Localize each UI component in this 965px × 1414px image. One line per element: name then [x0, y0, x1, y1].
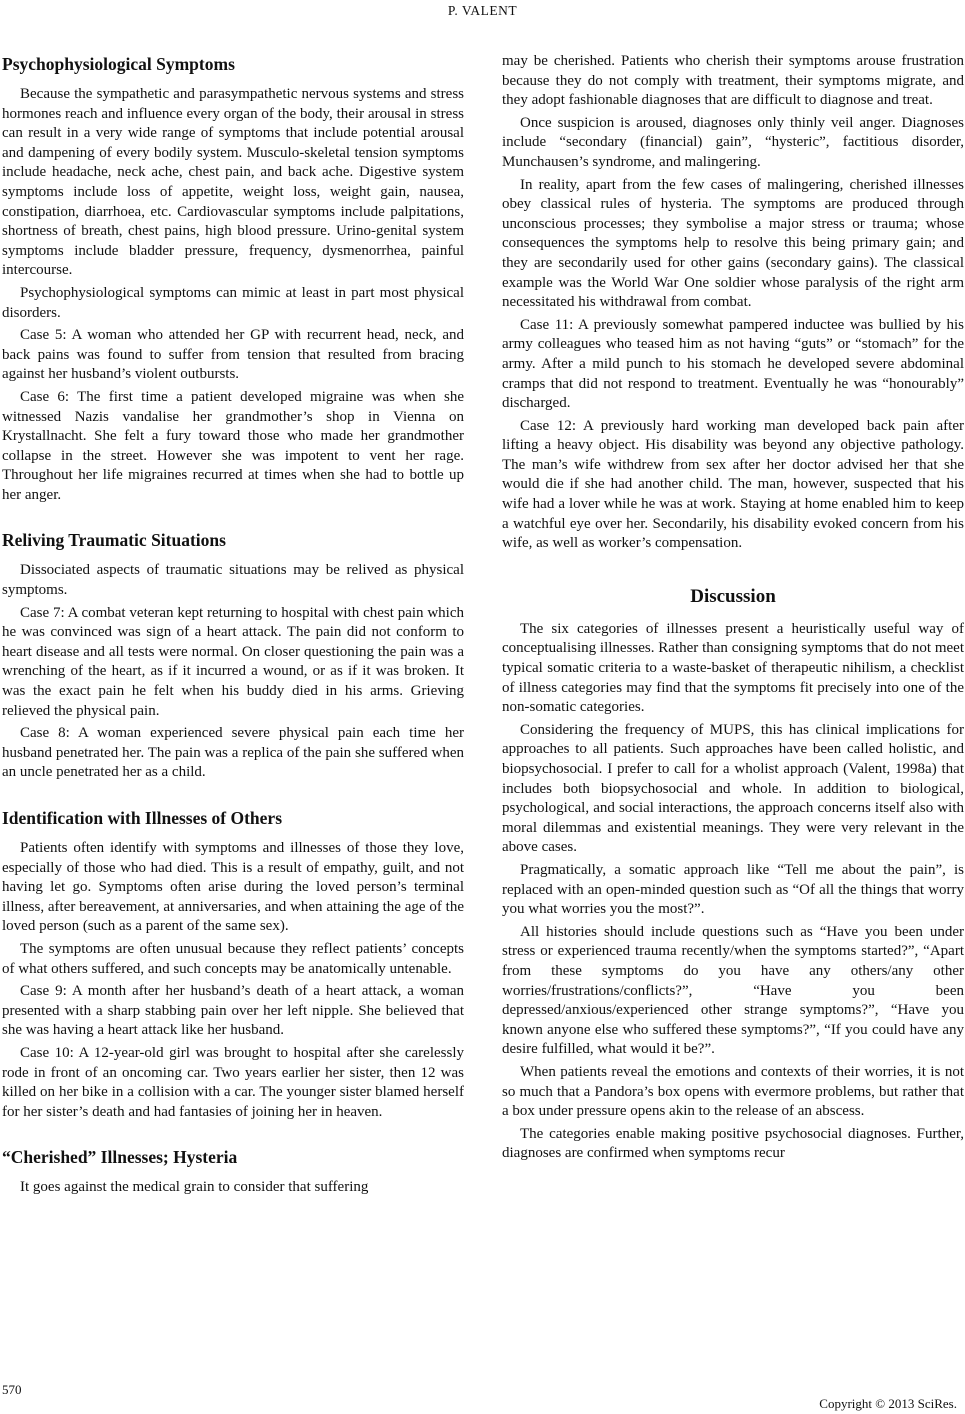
paragraph: Dissociated aspects of traumatic situations may be relived as physical symptoms.	[2, 562, 464, 599]
paragraph: Because the sympathetic and parasympathetic nervous systems and stress hormones reach and influence every organ of the body, their arousal in stress can result in a very wide range of symptoms that include potential arousal and dampening of every bodily system. Musculo-skeletal tension symptoms include headache, neck ache, chest pain, and back ache. Digestive system symptoms include loss of appetite, weight loss, weight gain, nausea, constipation, diarrhoea, etc. Cardiovascular symptoms include palpitations, shortness of breath, chest pains, high blood pressure. Urino-genital system symptoms include bladder pressure, frequency, dysmenorrhea, painful intercourse.	[2, 86, 464, 279]
paragraph: Considering the frequency of MUPS, this has clinical implications for approaches to all patients. Such approaches have been called holistic, and biopsychosocial. I prefer to call for a wholist approach (Valent, 1998a) that includes both biopsychosocial and whole. In addition to biological, psychological, and social interactions, the approach concerns itself also with moral dilemmas and existential meanings. They were very relevant in the above cases.	[502, 721, 964, 856]
paragraph: Once suspicion is aroused, diagnoses only thinly veil anger. Diagnoses include “secondary (financial) gain”, “hysteric”, factitious disorder, Munchausen’s syndrome, and malingering.	[502, 114, 964, 170]
left-column	[2, 52, 464, 1201]
paragraph-continued: may be cherished. Patients who cherish their symptoms arouse frustration because they do not comply with treatment, their symptoms migrate, and they adopt fashionable diagnoses that are difficult to diagnose and treat.	[502, 53, 964, 109]
paragraph: It goes against the medical grain to consider that suffering	[20, 1179, 369, 1196]
right-column	[502, 52, 964, 1167]
section-heading-identification: Identification with Illnesses of Others	[2, 808, 282, 828]
paragraph: The six categories of illnesses present a heuristically useful way of conceptualising illnesses. Rather than consigning symptoms that do not meet typical somatic criteria to a waste-basket of therapeutic nihilism, a checklist of illness categories may find that the symptoms fit precisely into one of the non-somatic categories.	[502, 620, 964, 716]
paragraph-case-5: Case 5: A woman who attended her GP with recurrent head, neck, and back pains was found to suffer from tension that resulted from bracing against her husband’s violent outbursts.	[2, 327, 464, 383]
paragraph: Psychophysiological symptoms can mimic at least in part most physical disorders.	[2, 284, 464, 321]
paragraph-case-12: Case 12: A previously hard working man developed back pain after lifting a heavy object. His disability was beyond any objective pathology. The man’s wife withdrew from sex after her doctor advised her that she would die if she had another child. The man, however, suspected that his wife had a lover while he was at work. Staying at home enabled him to keep a watchful eye over her. Secondarily, his disability evoked concern from his wife, as well as worker’s compensation.	[502, 417, 964, 552]
paragraph: When patients reveal the emotions and contexts of their worries, it is not so much that a Pandora’s box opens with evermore problems, but rather that a box under pressure opens akin to the release of an abscess.	[502, 1063, 964, 1120]
paragraph: The symptoms are often unusual because they reflect patients’ concepts of what others suffered, and such concepts may be anatomically untenable.	[2, 940, 464, 977]
paragraph: Patients often identify with symptoms and illnesses of those they love, especially of those who had died. This is a result of empathy, guilt, and not having let go. Symptoms often arise during the loved person’s terminal illness, after bereavement, at anniversaries, and when attaining the age of the loved person (such as a parent of the same sex).	[2, 840, 464, 935]
paragraph: Pragmatically, a somatic approach like “Tell me about the pain”, is replaced with an open-minded question such as “Of all the things that worry you what worries you the most?”.	[502, 861, 964, 918]
paragraph: All histories should include questions such as “Have you been under stress or experienced trauma recently/when the symptoms started?”, “Apart from these symptoms do you have any others/any other worries/frustrations/conflicts?”, “Have you been depressed/anxious/experienced other strange symptoms?”, “Have you known anyone else who suffered these symptoms?”, “If you could have any desire fulfilled, what would it be?”.	[502, 923, 964, 1058]
paragraph-case-11: Case 11: A previously somewhat pampered inductee was bullied by his army colleagues who teased him as not having “guts” or “stomach” for the army. After a mild punch to his stomach he developed severe abdominal cramps that did not respond to treatment. Eventually he was “honourably” discharged.	[502, 316, 964, 412]
page-number: 570	[2, 1382, 22, 1397]
paragraph-case-8: Case 8: A woman experienced severe physical pain each time her husband penetrated her. The pain was a replica of the pain she suffered when an uncle penetrated her as a child.	[2, 725, 464, 781]
section-heading-cherished: “Cherished” Illnesses; Hysteria	[2, 1147, 238, 1168]
paragraph-case-6: Case 6: The first time a patient developed migraine was when she witnessed Nazis vandalise her grandmother’s shop in Vienna on Krystallnacht. She felt a fury toward those who made her grandmother collapse in the street. However she was impotent to vent her rage. Throughout her life migraines recurred at times when she had to bottle up her anger.	[2, 388, 464, 503]
paragraph-case-7: Case 7: A combat veteran kept returning to hospital with chest pain which he was convinced was sign of a heart attack. The pain did not conform to heart disease and all tests were normal. On closer questioning the pain was a wrenching of the heart, as if it incurred a wound, or as if it was broken. It was the exact pain he felt when his buddy died in his arms. Grieving relieved the physical pain.	[2, 604, 464, 719]
paragraph: In reality, apart from the few cases of malingering, cherished illnesses obey classical rules of hysteria. The symptoms are produced through unconscious processes; they symbolise a major stress or trauma; whose consequences the symptoms help to resolve this being primary gain; and they are secondarily used for other gains (secondary gains). The classical example was the World War One soldier whose paralysis of the right arm necessitated his withdrawal from combat.	[502, 176, 964, 311]
paragraph-case-10: Case 10: A 12-year-old girl was brought to hospital after she carelessly rode in front of an oncoming car. Two years earlier her sister, then 12 was killed on her bike in a collision with a car. The younger sister blamed herself for her sister’s death and had fantasies of joining her in heaven.	[2, 1044, 464, 1120]
paragraph: The categories enable making positive psychosocial diagnoses. Further, diagnoses are confirmed when symptoms recur	[502, 1125, 964, 1162]
running-head: P. VALENT	[447, 3, 518, 18]
section-heading-discussion: Discussion	[690, 585, 776, 607]
section-heading-psychophysiological: Psychophysiological Symptoms	[2, 54, 235, 74]
copyright-notice: Copyright © 2013 SciRes.	[819, 1396, 957, 1411]
paragraph-case-9: Case 9: A month after her husband’s death of a heart attack, a woman presented with a sharp stabbing pain over her left nipple. She believed that she was having a heart attack like her husband.	[2, 983, 464, 1039]
section-heading-reliving-traumatic: Reliving Traumatic Situations	[2, 530, 226, 551]
